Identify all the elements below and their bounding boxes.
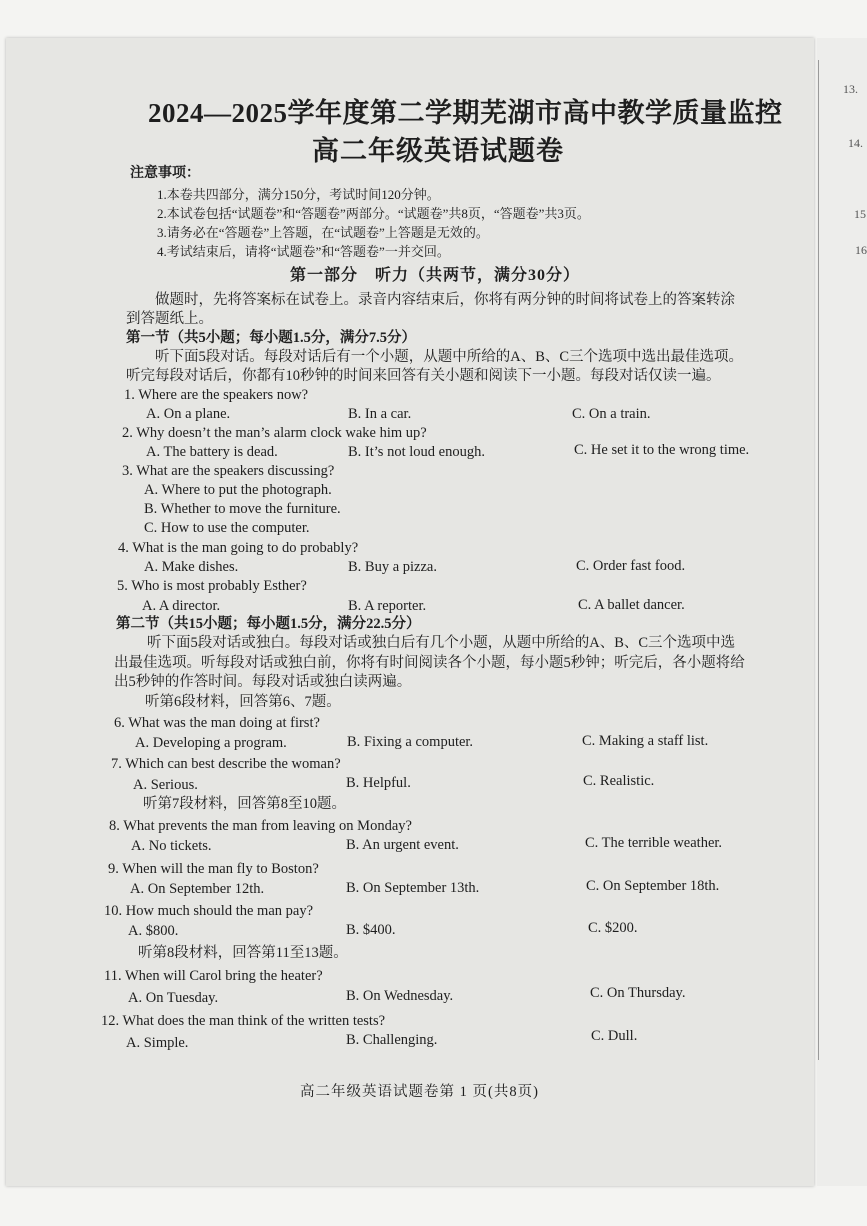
notice-item: 1.本卷共四部分，满分150分，考试时间120分钟。: [157, 187, 440, 202]
option-a: A. On a plane.: [146, 406, 231, 422]
option-b: B. On September 13th.: [346, 880, 480, 896]
notice-item: 4.考试结束后，请将“试题卷”和“答题卷”一并交回。: [157, 244, 450, 259]
option-c: C. On September 18th.: [586, 878, 720, 894]
question-stem: 4. What is the man going to do probably?: [118, 540, 359, 556]
option-a: A. Serious.: [133, 777, 198, 793]
option-c: C. Realistic.: [583, 773, 655, 789]
page-footer: 高二年级英语试题卷第 1 页(共8页): [300, 1084, 539, 1100]
material-label: 听第8段材料，回答第11至13题。: [138, 945, 348, 961]
question-stem: 10. How much should the man pay?: [104, 903, 314, 919]
option-c: C. How to use the computer.: [144, 520, 310, 536]
option-c: C. On Thursday.: [590, 985, 686, 1001]
option-b: B. Fixing a computer.: [347, 734, 474, 750]
option-a: A. On Tuesday.: [128, 990, 219, 1006]
option-b: B. It’s not loud enough.: [348, 444, 485, 460]
part1-heading: 第一部分 听力（共两节，满分30分）: [290, 267, 581, 284]
section2-instruction: 听下面5段对话或独白。每段对话或独白后有几个小题，从题中所给的A、B、C三个选项中选: [147, 635, 736, 651]
option-b: B. On Wednesday.: [346, 988, 454, 1004]
option-b: B. Buy a pizza.: [348, 559, 437, 575]
question-stem: 5. Who is most probably Esther?: [117, 578, 307, 594]
option-c: C. $200.: [588, 920, 638, 936]
notice-item: 2.本试卷包括“试题卷”和“答题卷”两部分。“试题卷”共8页，“答题卷”共3页。: [157, 206, 590, 221]
material-label: 听第6段材料，回答第6、7题。: [145, 694, 341, 710]
section2-instruction: 出最佳选项。听每段对话或独白前，你将有时间阅读各个小题，每小题5秒钟；听完后，各小题将给: [114, 655, 745, 671]
part1-intro: 到答题纸上。: [126, 311, 213, 327]
option-a: A. Where to put the photograph.: [144, 482, 332, 498]
option-b: B. Helpful.: [346, 775, 411, 791]
option-a: A. Developing a program.: [135, 735, 287, 751]
edge-number: 13.: [843, 82, 858, 96]
question-stem: 7. Which can best describe the woman?: [111, 756, 341, 772]
section2-instruction: 出5秒钟的作答时间。每段对话或独白读两遍。: [114, 674, 412, 690]
exam-subtitle: 高二年级英语试题卷: [312, 136, 564, 166]
option-c: C. He set it to the wrong time.: [574, 442, 750, 458]
option-c: C. Order fast food.: [576, 558, 686, 574]
option-a: A. No tickets.: [131, 838, 212, 854]
question-stem: 6. What was the man doing at first?: [114, 715, 320, 731]
material-label: 听第7段材料，回答第8至10题。: [143, 796, 346, 812]
option-b: B. A reporter.: [348, 598, 427, 614]
option-a: A. The battery is dead.: [146, 444, 278, 460]
option-b: B. An urgent event.: [346, 837, 459, 853]
edge-number: 16: [855, 243, 867, 257]
notice-item: 3.请务必在“答题卷”上答题，在“试题卷”上答题是无效的。: [157, 225, 489, 240]
adjacent-page-divider: [818, 60, 819, 1060]
section1-heading: 第一节（共5小题；每小题1.5分，满分7.5分）: [126, 330, 416, 346]
question-stem: 8. What prevents the man from leaving on Monday?: [109, 818, 412, 834]
section2-heading: 第二节（共15小题；每小题1.5分，满分22.5分）: [116, 616, 421, 632]
question-stem: 9. When will the man fly to Boston?: [108, 861, 319, 877]
question-stem: 12. What does the man think of the written tests?: [101, 1013, 386, 1029]
option-b: B. In a car.: [348, 406, 412, 422]
option-c: C. On a train.: [572, 406, 651, 422]
option-a: A. $800.: [128, 923, 179, 939]
question-stem: 3. What are the speakers discussing?: [122, 463, 335, 479]
question-stem: 1. Where are the speakers now?: [124, 387, 309, 403]
part1-intro: 做题时，先将答案标在试卷上。录音内容结束后，你将有两分钟的时间将试卷上的答案转涂: [155, 292, 735, 308]
option-b: B. $400.: [346, 922, 396, 938]
option-a: A. Make dishes.: [144, 559, 239, 575]
option-c: C. A ballet dancer.: [578, 597, 685, 613]
question-stem: 11. When will Carol bring the heater?: [104, 968, 323, 984]
option-c: C. Making a staff list.: [582, 733, 709, 749]
option-c: C. The terrible weather.: [585, 835, 723, 851]
option-b: B. Whether to move the furniture.: [144, 501, 341, 517]
edge-number: 15: [854, 207, 866, 221]
option-b: B. Challenging.: [346, 1032, 438, 1048]
option-c: C. Dull.: [591, 1028, 638, 1044]
edge-number: 14.: [848, 136, 863, 150]
section1-instruction: 听完每段对话后，你都有10秒钟的时间来回答有关小题和阅读下一小题。每段对话仅读一遍。: [126, 368, 721, 384]
option-a: A. A director.: [142, 598, 221, 614]
option-a: A. Simple.: [126, 1035, 189, 1051]
option-a: A. On September 12th.: [130, 881, 265, 897]
exam-title: 2024—2025学年度第二学期芜湖市高中教学质量监控: [148, 98, 783, 128]
question-stem: 2. Why doesn’t the man’s alarm clock wake him up?: [122, 425, 427, 441]
section1-instruction: 听下面5段对话。每段对话后有一个小题，从题中所给的A、B、C三个选项中选出最佳选项。: [155, 349, 744, 365]
notice-heading: 注意事项：: [130, 166, 200, 181]
